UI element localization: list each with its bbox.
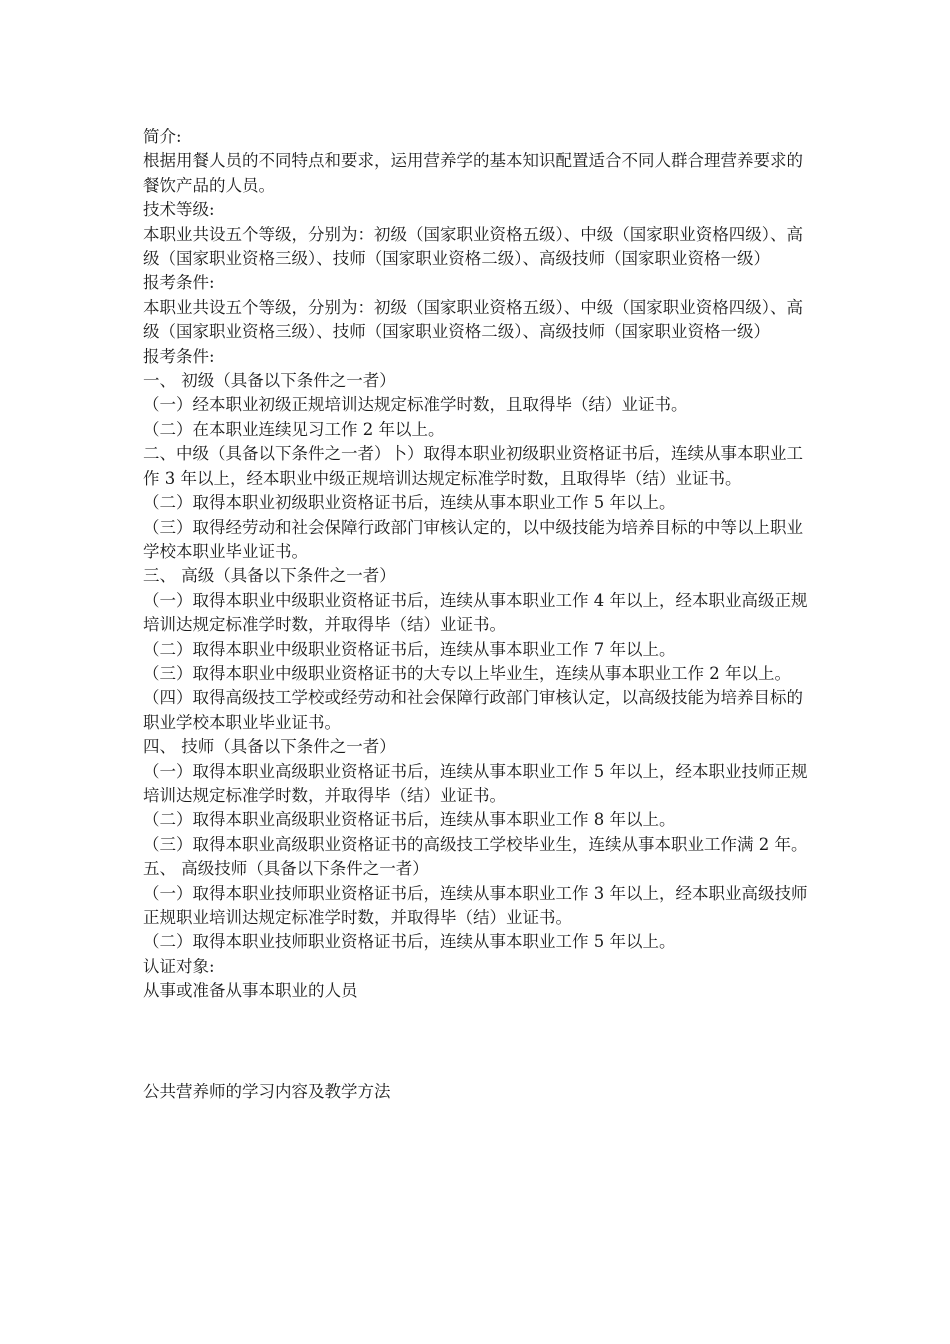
- section-heading-intro: 简介:: [143, 127, 182, 146]
- target-paragraph: 从事或准备从事本职业的人员: [143, 981, 358, 1001]
- technician-condition-2: （二）取得本职业高级职业资格证书后，连续从事本职业工作 8 年以上。: [143, 810, 676, 830]
- senior-condition-4: （四）取得高级技工学校或经劳动和社会保障行政部门审核认定，以高级技能为培养目标的职业学校本职业毕业证书。: [143, 688, 803, 732]
- section-heading-target: 认证对象:: [143, 956, 215, 976]
- senior-condition-3: （三）取得本职业中级职业资格证书的大专以上毕业生，连续从事本职业工作 2 年以上。: [143, 663, 791, 683]
- spacer: [143, 1004, 811, 1080]
- section-heading-conditions: 报考条件:: [143, 273, 215, 293]
- level-heading-junior: 一、 初级（具备以下条件之一者）: [143, 371, 396, 391]
- level-heading-senior-technician: 五、 高级技师（具备以下条件之一者）: [143, 859, 429, 879]
- levels-paragraph: 本职业共设五个等级，分别为：初级（国家职业资格五级）、中级（国家职业资格四级）、高级（国家职业资格三级）、技师（国家职业资格二级）、高级技师（国家职业资格一级）: [143, 224, 803, 269]
- senior-condition-2: （二）取得本职业中级职业资格证书后，连续从事本职业工作 7 年以上。: [143, 639, 676, 659]
- technician-condition-1: （一）取得本职业高级职业资格证书后，连续从事本职业工作 5 年以上，经本职业技师正规培训达规定标准学时数，并取得毕（结）业证书。: [143, 761, 808, 805]
- level-heading-intermediate: 二、中级（具备以下条件之一者）卜）取得本职业初级职业资格证书后，连续从事本职业工作 3 年以上，经本职业中级正规培训达规定标准学时数，且取得毕（结）业证书。: [143, 444, 803, 488]
- section-heading-levels: 技术等级:: [143, 200, 215, 220]
- level-heading-technician: 四、 技师（具备以下条件之一者）: [143, 737, 396, 757]
- level-heading-senior: 三、 高级（具备以下条件之一者）: [143, 566, 396, 586]
- senior-technician-condition-2: （二）取得本职业技师职业资格证书后，连续从事本职业工作 5 年以上。: [143, 932, 676, 952]
- junior-condition-1: （一）经本职业初级正规培训达规定标准学时数，且取得毕（结）业证书。: [143, 395, 688, 415]
- next-section-title: 公共营养师的学习内容及教学方法: [143, 1081, 391, 1101]
- technician-condition-3: （三）取得本职业高级职业资格证书的高级技工学校毕业生，连续从事本职业工作满 2 年。: [143, 834, 808, 854]
- intro-paragraph: 根据用餐人员的不同特点和要求，运用营养学的基本知识配置适合不同人群合理营养要求的餐饮产品的人员。: [143, 151, 803, 195]
- intermediate-condition-3: （三）取得经劳动和社会保障行政部门审核认定的，以中级技能为培养目标的中等以上职业学校本职业毕业证书。: [143, 517, 803, 561]
- senior-technician-condition-1: （一）取得本职业技师职业资格证书后，连续从事本职业工作 3 年以上，经本职业高级技师正规职业培训达规定标准学时数，并取得毕（结）业证书。: [143, 883, 808, 927]
- senior-condition-1: （一）取得本职业中级职业资格证书后，连续从事本职业工作 4 年以上，经本职业高级正规培训达规定标准学时数，并取得毕（结）业证书。: [143, 590, 808, 635]
- section-heading-conditions-repeat: 报考条件:: [143, 346, 215, 366]
- junior-condition-2: （二）在本职业连续见习工作 2 年以上。: [143, 419, 445, 439]
- document-body: [143, 125, 811, 1104]
- levels-paragraph-repeat: 本职业共设五个等级，分别为：初级（国家职业资格五级）、中级（国家职业资格四级）、高级（国家职业资格三级）、技师（国家职业资格二级）、高级技师（国家职业资格一级）: [143, 297, 803, 342]
- intermediate-condition-2: （二）取得本职业初级职业资格证书后，连续从事本职业工作 5 年以上。: [143, 493, 676, 513]
